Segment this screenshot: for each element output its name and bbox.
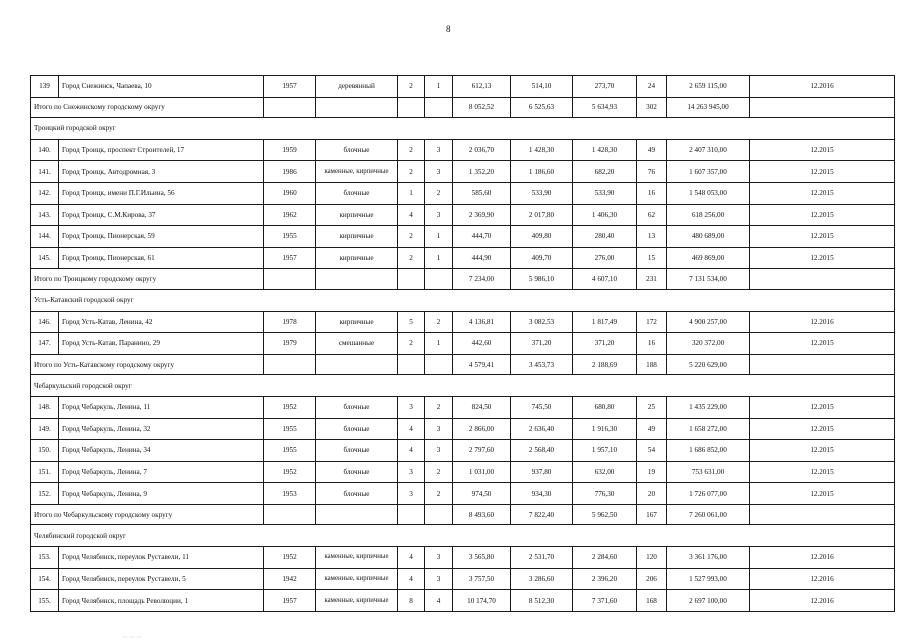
residents-count: 25 [637,396,667,418]
private-area: 1 916,30 [573,418,637,440]
row-number: 148. [31,396,59,418]
total-area: 2 036,70 [453,139,511,161]
table-row [31,418,895,440]
build-year: 1957 [264,76,316,98]
address: Город Троицк, Пионерская, 59 [59,226,264,248]
repair-cost: 4 900 257,00 [667,311,750,333]
empty-cell [398,269,425,290]
row-number: 139 [31,76,59,98]
total-area: 974,50 [453,483,511,505]
residents-count: 188 [637,354,667,375]
residential-area: 6 525,63 [511,97,573,118]
address: Город Челябинск, площадь Революции, 1 [59,590,264,612]
row-number: 142. [31,182,59,204]
residential-area: 514,10 [511,76,573,98]
build-year: 1979 [264,333,316,355]
private-area: 2 188,69 [573,354,637,375]
address: Город Троицк, проспект Строителей, 17 [59,139,264,161]
table-row [31,590,895,612]
section-title: Челябинский городской округ [31,525,895,547]
table-row [31,139,895,161]
residential-area: 1 428,30 [511,139,573,161]
planned-date: 12.2015 [750,461,895,483]
table-row [31,547,895,569]
residential-area: 2 568,40 [511,440,573,462]
wall-material: блочные [316,440,398,462]
row-number: 145. [31,247,59,269]
private-area: 680,80 [573,396,637,418]
residents-count: 20 [637,483,667,505]
empty-cell [316,269,398,290]
total-area: 8 052,52 [453,97,511,118]
wall-material: кирпичные [316,226,398,248]
private-area: 5 634,93 [573,97,637,118]
table-row [31,333,895,355]
residential-area: 2 531,70 [511,547,573,569]
table-row [31,76,895,98]
table-row [31,204,895,226]
total-row [31,504,895,525]
row-number: 146. [31,311,59,333]
residents-count: 172 [637,311,667,333]
empty-cell [425,354,453,375]
residential-area: 2 017,80 [511,204,573,226]
wall-material: блочные [316,396,398,418]
empty-cell [264,269,316,290]
floors-count: 3 [398,396,425,418]
empty-cell [750,354,895,375]
repair-cost: 1 726 077,00 [667,483,750,505]
planned-date: 12.2016 [750,76,895,98]
residents-count: 49 [637,418,667,440]
total-area: 2 369,90 [453,204,511,226]
entrances-count: 1 [425,226,453,248]
address: Город Троицк, Автодромная, 3 [59,161,264,183]
residents-count: 167 [637,504,667,525]
table-row [31,226,895,248]
empty-cell [425,269,453,290]
repair-cost: 2 697 100,00 [667,590,750,612]
address: Город Троицк, С.М.Кирова, 37 [59,204,264,226]
section-title: Усть-Катавский городской округ [31,289,895,311]
build-year: 1942 [264,568,316,590]
wall-material: блочные [316,483,398,505]
planned-date: 12.2015 [750,396,895,418]
floors-count: 2 [398,76,425,98]
table-row [31,247,895,269]
total-area: 442,60 [453,333,511,355]
build-year: 1978 [264,311,316,333]
total-label: Итого по Снежинскому городскому округу [31,97,264,118]
address: Город Троицк, Пионерская, 61 [59,247,264,269]
empty-cell [750,504,895,525]
section-header-row [31,289,895,311]
residents-count: 16 [637,333,667,355]
address: Город Чебаркуль, Ленина, 9 [59,483,264,505]
total-area: 8 493,60 [453,504,511,525]
planned-date: 12.2015 [750,226,895,248]
address: Город Чебаркуль, Ленина, 34 [59,440,264,462]
table-body [31,76,895,612]
residential-area: 409,80 [511,226,573,248]
row-number: 140. [31,139,59,161]
row-number: 143. [31,204,59,226]
total-area: 4 579,41 [453,354,511,375]
repair-cost: 1 435 229,00 [667,396,750,418]
floors-count: 2 [398,247,425,269]
build-year: 1960 [264,182,316,204]
empty-cell [398,354,425,375]
total-area: 4 136,81 [453,311,511,333]
floors-count: 4 [398,204,425,226]
floors-count: 2 [398,333,425,355]
section-header-row [31,525,895,547]
wall-material: каменные, кирпичные [316,547,398,569]
residential-area: 934,30 [511,483,573,505]
entrances-count: 3 [425,161,453,183]
row-number: 144. [31,226,59,248]
entrances-count: 1 [425,247,453,269]
residential-area: 8 512,30 [511,590,573,612]
section-title: Чебаркульский городской округ [31,375,895,397]
entrances-count: 2 [425,483,453,505]
repair-cost: 2 407 310,00 [667,139,750,161]
address: Город Усть-Катав, Паранино, 29 [59,333,264,355]
wall-material: блочные [316,182,398,204]
empty-cell [750,269,895,290]
floors-count: 2 [398,139,425,161]
total-area: 2 797,60 [453,440,511,462]
address: Город Чебаркуль, Ленина, 11 [59,396,264,418]
residents-count: 206 [637,568,667,590]
repair-cost: 14 263 945,00 [667,97,750,118]
empty-cell [264,504,316,525]
residential-area: 1 186,60 [511,161,573,183]
entrances-count: 2 [425,182,453,204]
floors-count: 2 [398,161,425,183]
planned-date: 12.2015 [750,333,895,355]
build-year: 1952 [264,461,316,483]
empty-cell [316,97,398,118]
row-number: 153. [31,547,59,569]
residents-count: 19 [637,461,667,483]
floors-count: 2 [398,226,425,248]
total-row [31,97,895,118]
wall-material: блочные [316,418,398,440]
private-area: 273,70 [573,76,637,98]
row-number: 151. [31,461,59,483]
private-area: 4 607,10 [573,269,637,290]
residents-count: 76 [637,161,667,183]
wall-material: каменные, кирпичные [316,161,398,183]
repair-cost: 7 260 061,00 [667,504,750,525]
planned-date: 12.2015 [750,247,895,269]
scan-artifact: ⋯⋯⋯ [122,635,143,641]
residents-count: 62 [637,204,667,226]
address: Город Чебаркуль, Ленина, 7 [59,461,264,483]
wall-material: кирпичные [316,204,398,226]
page-number: 8 [446,24,451,34]
total-area: 3 565,80 [453,547,511,569]
total-label: Итого по Чебаркульскому городскому округу [31,504,264,525]
residential-area: 3 286,60 [511,568,573,590]
total-label: Итого по Троицкому городскому округу [31,269,264,290]
floors-count: 5 [398,311,425,333]
row-number: 155. [31,590,59,612]
planned-date: 12.2015 [750,182,895,204]
total-area: 3 757,50 [453,568,511,590]
floors-count: 1 [398,182,425,204]
repair-cost: 469 869,00 [667,247,750,269]
private-area: 280,40 [573,226,637,248]
table-row [31,161,895,183]
private-area: 632,00 [573,461,637,483]
residents-count: 231 [637,269,667,290]
entrances-count: 2 [425,396,453,418]
empty-cell [316,504,398,525]
build-year: 1955 [264,418,316,440]
row-number: 147. [31,333,59,355]
build-year: 1962 [264,204,316,226]
empty-cell [398,97,425,118]
empty-cell [425,97,453,118]
repair-cost: 618 256,00 [667,204,750,226]
residents-count: 16 [637,182,667,204]
total-area: 585,60 [453,182,511,204]
entrances-count: 2 [425,461,453,483]
table-row [31,483,895,505]
table-row [31,461,895,483]
build-year: 1953 [264,483,316,505]
address: Город Усть-Катав, Ленина, 42 [59,311,264,333]
private-area: 1 957,10 [573,440,637,462]
private-area: 371,20 [573,333,637,355]
address: Город Троицк, имени П.Г.Ильина, 56 [59,182,264,204]
empty-cell [425,504,453,525]
table-row [31,568,895,590]
repair-cost: 320 372,00 [667,333,750,355]
floors-count: 3 [398,483,425,505]
entrances-count: 3 [425,547,453,569]
private-area: 533,90 [573,182,637,204]
residents-count: 49 [637,139,667,161]
private-area: 2 396,20 [573,568,637,590]
total-row [31,354,895,375]
build-year: 1955 [264,440,316,462]
wall-material: смешанные [316,333,398,355]
floors-count: 4 [398,418,425,440]
total-label: Итого по Усть-Катавскому городскому округу [31,354,264,375]
entrances-count: 2 [425,311,453,333]
planned-date: 12.2016 [750,311,895,333]
residential-area: 7 822,40 [511,504,573,525]
planned-date: 12.2016 [750,547,895,569]
repair-cost: 3 361 176,00 [667,547,750,569]
build-year: 1955 [264,226,316,248]
residents-count: 168 [637,590,667,612]
empty-cell [750,97,895,118]
table-row [31,311,895,333]
empty-cell [316,354,398,375]
address: Город Челябинск, переулок Руставели, 5 [59,568,264,590]
row-number: 154. [31,568,59,590]
wall-material: блочные [316,461,398,483]
wall-material: каменные, кирпичные [316,568,398,590]
residential-area: 937,80 [511,461,573,483]
private-area: 682,20 [573,161,637,183]
total-area: 612,13 [453,76,511,98]
residents-count: 302 [637,97,667,118]
private-area: 1 428,30 [573,139,637,161]
repair-cost: 753 631,00 [667,461,750,483]
repair-cost: 1 527 993,00 [667,568,750,590]
private-area: 5 962,50 [573,504,637,525]
floors-count: 4 [398,547,425,569]
entrances-count: 3 [425,568,453,590]
section-title: Троицкий городской округ [31,118,895,140]
wall-material: каменные, кирпичные [316,590,398,612]
address: Город Чебаркуль, Ленина, 32 [59,418,264,440]
empty-cell [264,354,316,375]
residential-area: 533,90 [511,182,573,204]
wall-material: кирпичные [316,311,398,333]
residential-area: 3 453,73 [511,354,573,375]
floors-count: 8 [398,590,425,612]
repair-cost: 2 659 115,00 [667,76,750,98]
housing-register-table [30,75,895,612]
repair-cost: 5 220 629,00 [667,354,750,375]
total-area: 7 234,00 [453,269,511,290]
entrances-count: 3 [425,440,453,462]
planned-date: 12.2015 [750,483,895,505]
residential-area: 745,50 [511,396,573,418]
total-area: 10 174,70 [453,590,511,612]
entrances-count: 3 [425,418,453,440]
residential-area: 371,20 [511,333,573,355]
table-row [31,182,895,204]
repair-cost: 1 686 852,00 [667,440,750,462]
build-year: 1959 [264,139,316,161]
address: Город Снежинск, Чапаева, 10 [59,76,264,98]
floors-count: 4 [398,568,425,590]
row-number: 152. [31,483,59,505]
row-number: 149. [31,418,59,440]
private-area: 1 817,49 [573,311,637,333]
planned-date: 12.2015 [750,418,895,440]
build-year: 1952 [264,547,316,569]
residents-count: 13 [637,226,667,248]
entrances-count: 3 [425,139,453,161]
wall-material: блочные [316,139,398,161]
repair-cost: 480 689,00 [667,226,750,248]
build-year: 1952 [264,396,316,418]
repair-cost: 1 607 357,00 [667,161,750,183]
planned-date: 12.2015 [750,440,895,462]
residential-area: 409,70 [511,247,573,269]
planned-date: 12.2015 [750,204,895,226]
table-row [31,440,895,462]
entrances-count: 3 [425,204,453,226]
residents-count: 24 [637,76,667,98]
private-area: 776,30 [573,483,637,505]
total-area: 1 031,00 [453,461,511,483]
planned-date: 12.2015 [750,161,895,183]
residential-area: 3 082,53 [511,311,573,333]
private-area: 1 406,30 [573,204,637,226]
planned-date: 12.2016 [750,590,895,612]
entrances-count: 1 [425,333,453,355]
planned-date: 12.2015 [750,139,895,161]
empty-cell [264,97,316,118]
total-area: 824,50 [453,396,511,418]
address: Город Челябинск, переулок Руставели, 11 [59,547,264,569]
residents-count: 54 [637,440,667,462]
repair-cost: 1 658 272,00 [667,418,750,440]
total-row [31,269,895,290]
total-area: 2 866,00 [453,418,511,440]
private-area: 276,00 [573,247,637,269]
build-year: 1957 [264,590,316,612]
floors-count: 3 [398,461,425,483]
repair-cost: 1 548 053,00 [667,182,750,204]
total-area: 444,70 [453,226,511,248]
section-header-row [31,118,895,140]
private-area: 7 371,60 [573,590,637,612]
residents-count: 120 [637,547,667,569]
planned-date: 12.2016 [750,568,895,590]
empty-cell [398,504,425,525]
residential-area: 2 636,40 [511,418,573,440]
build-year: 1986 [264,161,316,183]
build-year: 1957 [264,247,316,269]
wall-material: кирпичные [316,247,398,269]
private-area: 2 284,60 [573,547,637,569]
repair-cost: 7 131 534,00 [667,269,750,290]
total-area: 444,90 [453,247,511,269]
wall-material: деревянный [316,76,398,98]
table-row [31,396,895,418]
row-number: 141. [31,161,59,183]
row-number: 150. [31,440,59,462]
floors-count: 4 [398,440,425,462]
entrances-count: 4 [425,590,453,612]
total-area: 1 352,20 [453,161,511,183]
entrances-count: 1 [425,76,453,98]
residents-count: 15 [637,247,667,269]
section-header-row [31,375,895,397]
residential-area: 5 986,10 [511,269,573,290]
